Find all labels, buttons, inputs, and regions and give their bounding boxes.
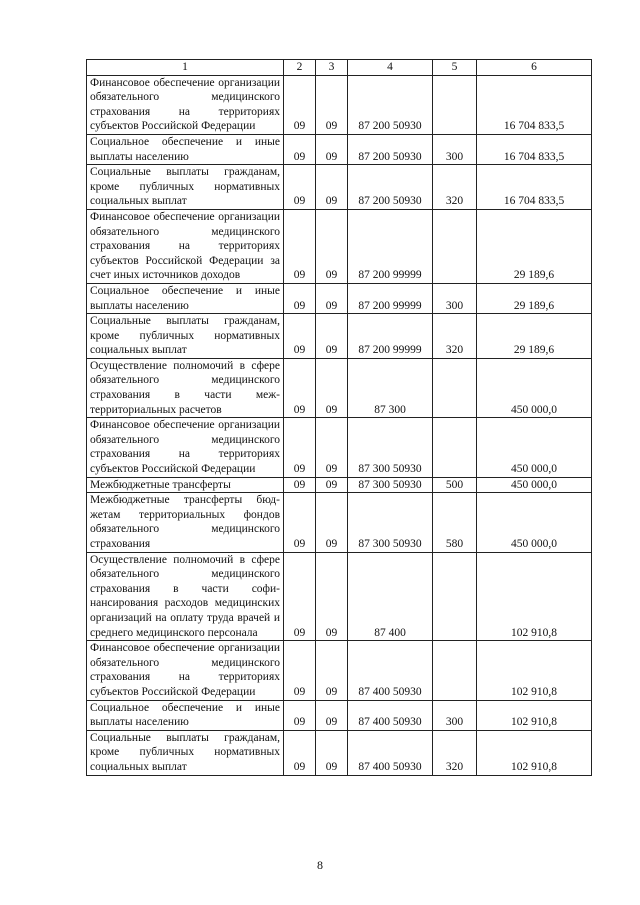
amount: 29 189,6 — [477, 209, 592, 283]
row-description: Социальные выплаты гражданам, кроме публичных нормативных социальных выплат — [87, 730, 284, 775]
column-header: 1 — [87, 60, 284, 76]
expense-type-code: 300 — [433, 134, 477, 164]
target-article-code: 87 200 99999 — [348, 314, 433, 359]
column-header: 6 — [477, 60, 592, 76]
table-row — [87, 75, 592, 134]
table-row — [87, 641, 592, 700]
expense-type-code — [433, 358, 477, 417]
row-description: Социальные выплаты гражданам, кроме публичных нормативных социальных выплат — [87, 165, 284, 210]
expense-type-code — [433, 641, 477, 700]
target-article-code: 87 200 99999 — [348, 209, 433, 283]
table-row — [87, 134, 592, 164]
column-header: 3 — [316, 60, 348, 76]
subsection-code: 09 — [316, 165, 348, 210]
row-description: Социальные выплаты гражданам, кроме публичных нормативных социальных выплат — [87, 314, 284, 359]
subsection-code: 09 — [316, 730, 348, 775]
table-row — [87, 165, 592, 210]
section-code: 09 — [284, 552, 316, 641]
expense-type-code: 320 — [433, 165, 477, 210]
table-row — [87, 493, 592, 552]
amount: 29 189,6 — [477, 283, 592, 313]
column-header: 4 — [348, 60, 433, 76]
table-row — [87, 700, 592, 730]
amount: 16 704 833,5 — [477, 134, 592, 164]
row-description: Межбюджетные трансферты бюджетам территориальных фондов обязательного медицинского страхования — [87, 493, 284, 552]
table-row — [87, 477, 592, 493]
section-code: 09 — [284, 165, 316, 210]
amount: 102 910,8 — [477, 730, 592, 775]
target-article-code: 87 200 99999 — [348, 283, 433, 313]
expense-type-code: 580 — [433, 493, 477, 552]
expense-type-code: 320 — [433, 314, 477, 359]
amount: 16 704 833,5 — [477, 75, 592, 134]
expense-type-code — [433, 418, 477, 477]
expense-type-code — [433, 75, 477, 134]
section-code: 09 — [284, 477, 316, 493]
amount: 102 910,8 — [477, 700, 592, 730]
row-description: Финансовое обеспечение организации обязательного медицинского страхования на территориях субъектов Российской Федерации за счет иных источников доходов — [87, 209, 284, 283]
table-row — [87, 283, 592, 313]
target-article-code: 87 300 50930 — [348, 477, 433, 493]
section-code: 09 — [284, 358, 316, 417]
amount: 450 000,0 — [477, 358, 592, 417]
section-code: 09 — [284, 641, 316, 700]
expense-type-code: 300 — [433, 283, 477, 313]
subsection-code: 09 — [316, 477, 348, 493]
subsection-code: 09 — [316, 283, 348, 313]
subsection-code: 09 — [316, 314, 348, 359]
subsection-code: 09 — [316, 209, 348, 283]
subsection-code: 09 — [316, 418, 348, 477]
amount: 16 704 833,5 — [477, 165, 592, 210]
subsection-code: 09 — [316, 493, 348, 552]
target-article-code: 87 400 50930 — [348, 641, 433, 700]
table-row — [87, 314, 592, 359]
amount: 102 910,8 — [477, 641, 592, 700]
target-article-code: 87 400 — [348, 552, 433, 641]
table-row — [87, 209, 592, 283]
target-article-code: 87 200 50930 — [348, 165, 433, 210]
amount: 450 000,0 — [477, 418, 592, 477]
expense-type-code: 300 — [433, 700, 477, 730]
amount: 102 910,8 — [477, 552, 592, 641]
section-code: 09 — [284, 283, 316, 313]
table-row — [87, 730, 592, 775]
row-description: Финансовое обеспечение организации обязательного медицинского страхования на территориях субъектов Российской Федерации — [87, 418, 284, 477]
subsection-code: 09 — [316, 358, 348, 417]
target-article-code: 87 300 50930 — [348, 418, 433, 477]
expense-type-code — [433, 552, 477, 641]
row-description: Социальное обеспечение и иные выплаты населению — [87, 134, 284, 164]
target-article-code: 87 400 50930 — [348, 730, 433, 775]
row-description: Финансовое обеспечение организации обязательного медицинского страхования на территориях субъектов Российской Федерации — [87, 641, 284, 700]
expense-type-code — [433, 209, 477, 283]
subsection-code: 09 — [316, 552, 348, 641]
table-row — [87, 358, 592, 417]
target-article-code: 87 200 50930 — [348, 75, 433, 134]
section-code: 09 — [284, 730, 316, 775]
amount: 450 000,0 — [477, 493, 592, 552]
budget-table — [86, 59, 592, 776]
subsection-code: 09 — [316, 641, 348, 700]
row-description: Социальное обеспечение и иные выплаты населению — [87, 700, 284, 730]
table-row — [87, 552, 592, 641]
amount: 450 000,0 — [477, 477, 592, 493]
row-description: Финансовое обеспечение организации обязательного медицинского страхования на территориях субъектов Российской Федерации — [87, 75, 284, 134]
expense-type-code: 320 — [433, 730, 477, 775]
row-description: Осуществление полномочий в сфере обязательного медицинского страхования в части межтерриториальных расчетов — [87, 358, 284, 417]
table-row — [87, 418, 592, 477]
page-number: 8 — [317, 858, 323, 872]
section-code: 09 — [284, 134, 316, 164]
subsection-code: 09 — [316, 134, 348, 164]
table-header-row — [87, 60, 592, 76]
target-article-code: 87 300 50930 — [348, 493, 433, 552]
section-code: 09 — [284, 493, 316, 552]
subsection-code: 09 — [316, 75, 348, 134]
row-description: Межбюджетные трансферты — [87, 477, 284, 493]
column-header: 2 — [284, 60, 316, 76]
target-article-code: 87 400 50930 — [348, 700, 433, 730]
amount: 29 189,6 — [477, 314, 592, 359]
target-article-code: 87 300 — [348, 358, 433, 417]
row-description: Социальное обеспечение и иные выплаты населению — [87, 283, 284, 313]
section-code: 09 — [284, 209, 316, 283]
target-article-code: 87 200 50930 — [348, 134, 433, 164]
row-description: Осуществление полномочий в сфере обязательного медицинского страхования в части софинансирования расходов медицинских организаций на оплату труда врачей и среднего медицинского персонала — [87, 552, 284, 641]
section-code: 09 — [284, 314, 316, 359]
column-header: 5 — [433, 60, 477, 76]
section-code: 09 — [284, 700, 316, 730]
section-code: 09 — [284, 418, 316, 477]
section-code: 09 — [284, 75, 316, 134]
subsection-code: 09 — [316, 700, 348, 730]
expense-type-code: 500 — [433, 477, 477, 493]
